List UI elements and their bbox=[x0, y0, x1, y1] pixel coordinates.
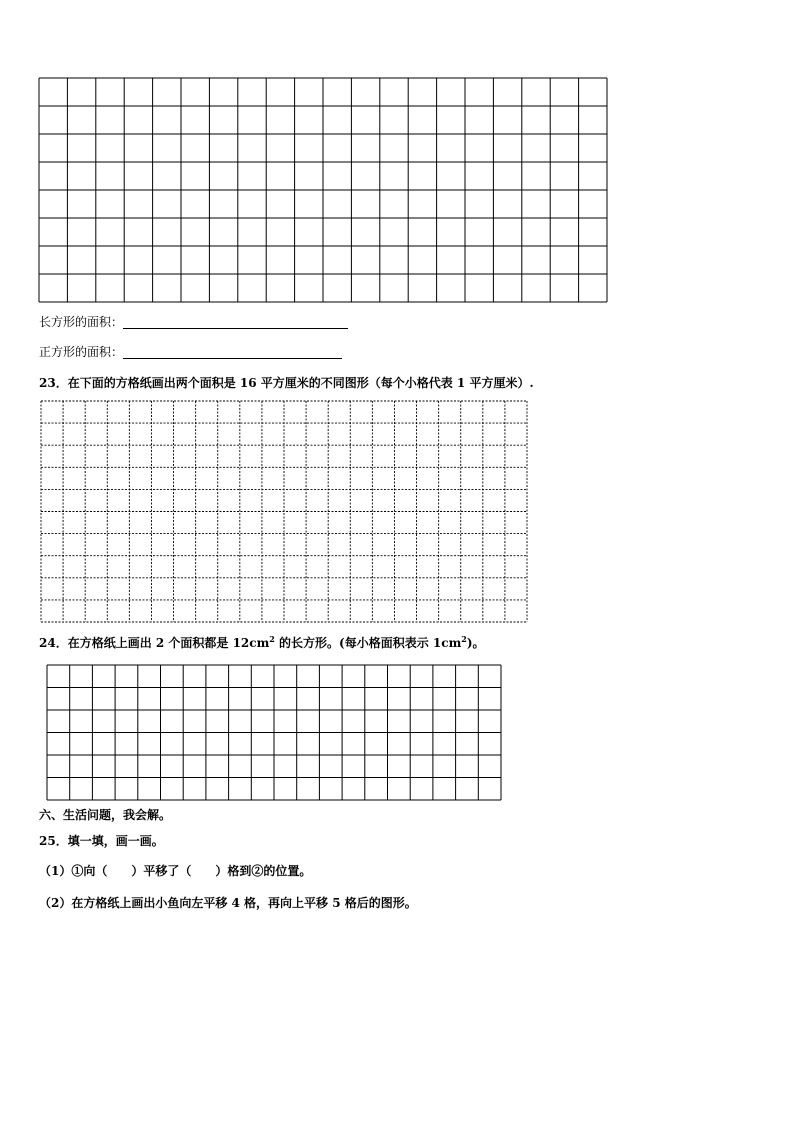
question-25-part1: （1）①向（ ）平移了（ ）格到②的位置。 bbox=[39, 864, 312, 878]
section-six-heading: 六、生活问题，我会解。 bbox=[39, 808, 172, 822]
q24-text-middle: 的长方形。(每小格面积表示 1cm bbox=[274, 636, 462, 650]
question-24 bbox=[39, 636, 485, 650]
grid-paper-top bbox=[39, 78, 607, 302]
grid-paper-dotted bbox=[41, 401, 527, 622]
square-area-label: 正方形的面积： bbox=[39, 345, 124, 359]
q24-text-after: )。 bbox=[466, 636, 485, 650]
rect-area-answer-blank[interactable] bbox=[123, 316, 348, 329]
q24-text-before: 24．在方格纸上画出 2 个面积都是 12cm bbox=[39, 636, 270, 650]
square-area-answer-blank[interactable] bbox=[123, 346, 342, 359]
rect-area-label: 长方形的面积： bbox=[39, 315, 124, 329]
question-25-part2: （2）在方格纸上画出小鱼向左平移 4 格，再向上平移 5 格后的图形。 bbox=[39, 896, 417, 910]
square-area-line bbox=[39, 345, 342, 359]
q24-sup2: 2 bbox=[461, 634, 467, 644]
grid-paper-q24 bbox=[47, 665, 501, 800]
rect-area-line bbox=[39, 315, 348, 329]
q24-sup1: 2 bbox=[269, 634, 275, 644]
question-25: 25．填一填，画一画。 bbox=[39, 834, 164, 848]
question-23: 23．在下面的方格纸画出两个面积是 16 平方厘米的不同图形（每个小格代表 1 平方厘米）. bbox=[39, 376, 534, 390]
